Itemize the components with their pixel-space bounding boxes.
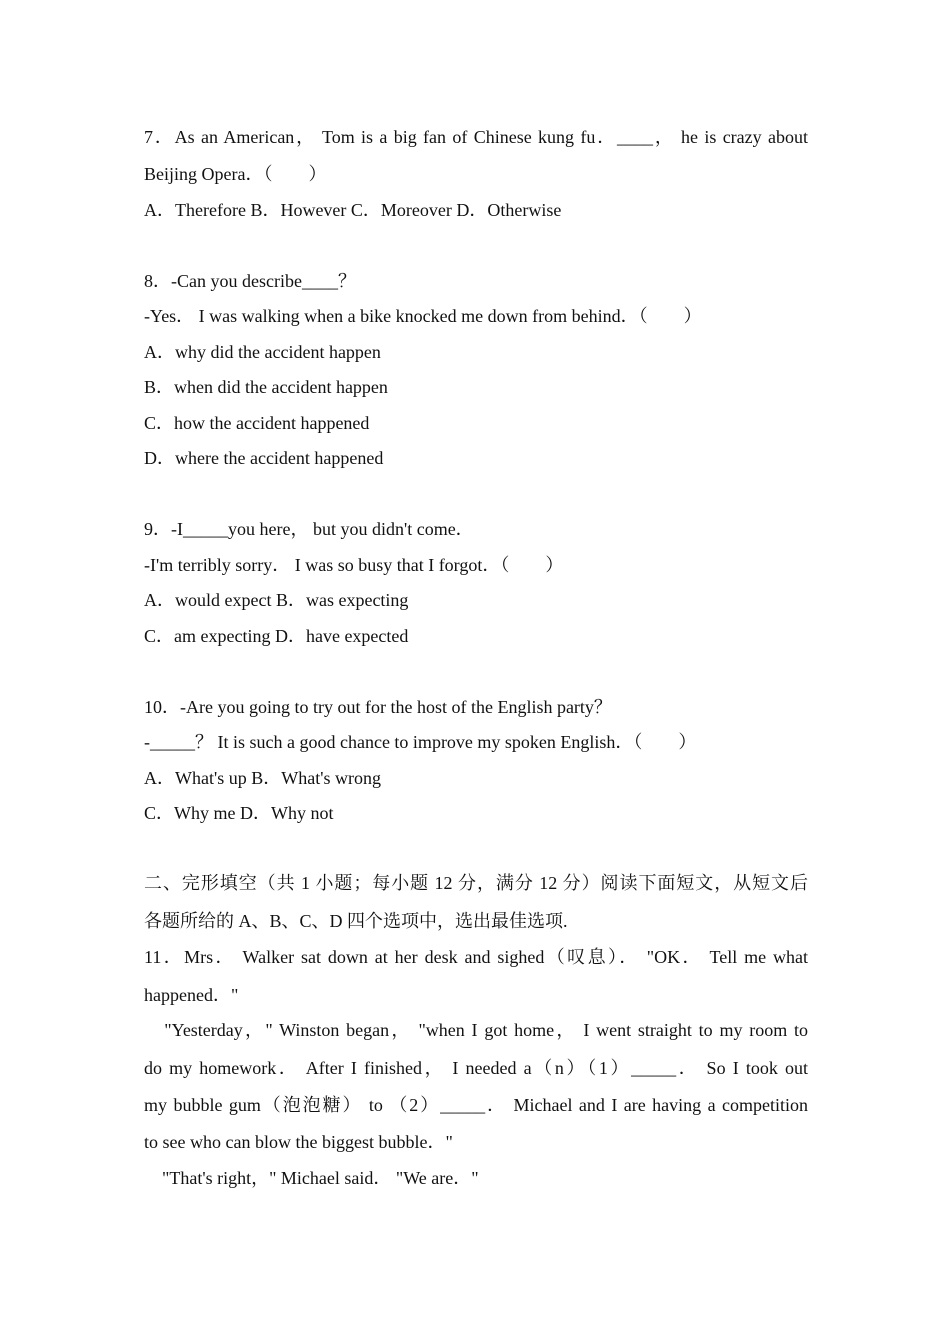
question-9-reply: -I'm terribly sorry． I was so busy that I forgot．（ ） <box>144 555 564 575</box>
passage-line-1: 11．Mrs． Walker sat down at her desk and sighed（叹息）． "OK． Tell me what <box>144 947 808 967</box>
passage-line-5: my bubble gum（泡泡糖） to （2）_____． Michael and I are having a competition <box>144 1095 808 1115</box>
section-heading-line-1: 二、完形填空（共 1 小题；每小题 12 分，满分 12 分）阅读下面短文，从短文后 <box>144 873 808 893</box>
question-8-stem: 8．-Can you describe____？ <box>144 271 356 291</box>
question-8-option-d: D．where the accident happened <box>144 448 384 468</box>
section-heading-line-2: 各题所给的 A、B、C、D 四个选项中，选出最佳选项. <box>144 911 568 931</box>
passage-line-3: "Yesterday，" Winston began， "when I got home， I went straight to my room to <box>144 1020 808 1040</box>
question-8-option-b: B．when did the accident happen <box>144 377 388 397</box>
question-7-options: A．Therefore B．However C．Moreover D．Otherwise <box>144 200 562 220</box>
question-7-stem-line-1: 7．As an American， Tom is a big fan of Chinese kung fu．____， he is crazy about <box>144 127 808 147</box>
question-10-reply: -_____？ It is such a good chance to improve my spoken English．（ ） <box>144 732 697 752</box>
question-9-stem: 9．-I_____you here， but you didn't come． <box>144 519 474 539</box>
passage-line-2: happened．" <box>144 985 239 1005</box>
passage-line-6: to see who can blow the biggest bubble．" <box>144 1132 453 1152</box>
question-9-options-cd: C．am expecting D．have expected <box>144 626 409 646</box>
passage-line-7: "That's right，" Michael said． "We are．" <box>144 1168 479 1188</box>
question-8-option-a: A．why did the accident happen <box>144 342 381 362</box>
question-9-options-ab: A．would expect B．was expecting <box>144 590 409 610</box>
question-8-reply: -Yes． I was walking when a bike knocked me down from behind．（ ） <box>144 306 702 326</box>
passage-line-4: do my homework． After I finished， I needed a（n）（1）_____． So I took out <box>144 1058 808 1078</box>
question-10-options-cd: C．Why me D．Why not <box>144 803 334 823</box>
question-8-option-c: C．how the accident happened <box>144 413 370 433</box>
question-7-stem-line-2: Beijing Opera．（ ） <box>144 164 327 184</box>
question-10-options-ab: A．What's up B．What's wrong <box>144 768 381 788</box>
question-10-stem: 10．-Are you going to try out for the host of the English party？ <box>144 697 612 717</box>
